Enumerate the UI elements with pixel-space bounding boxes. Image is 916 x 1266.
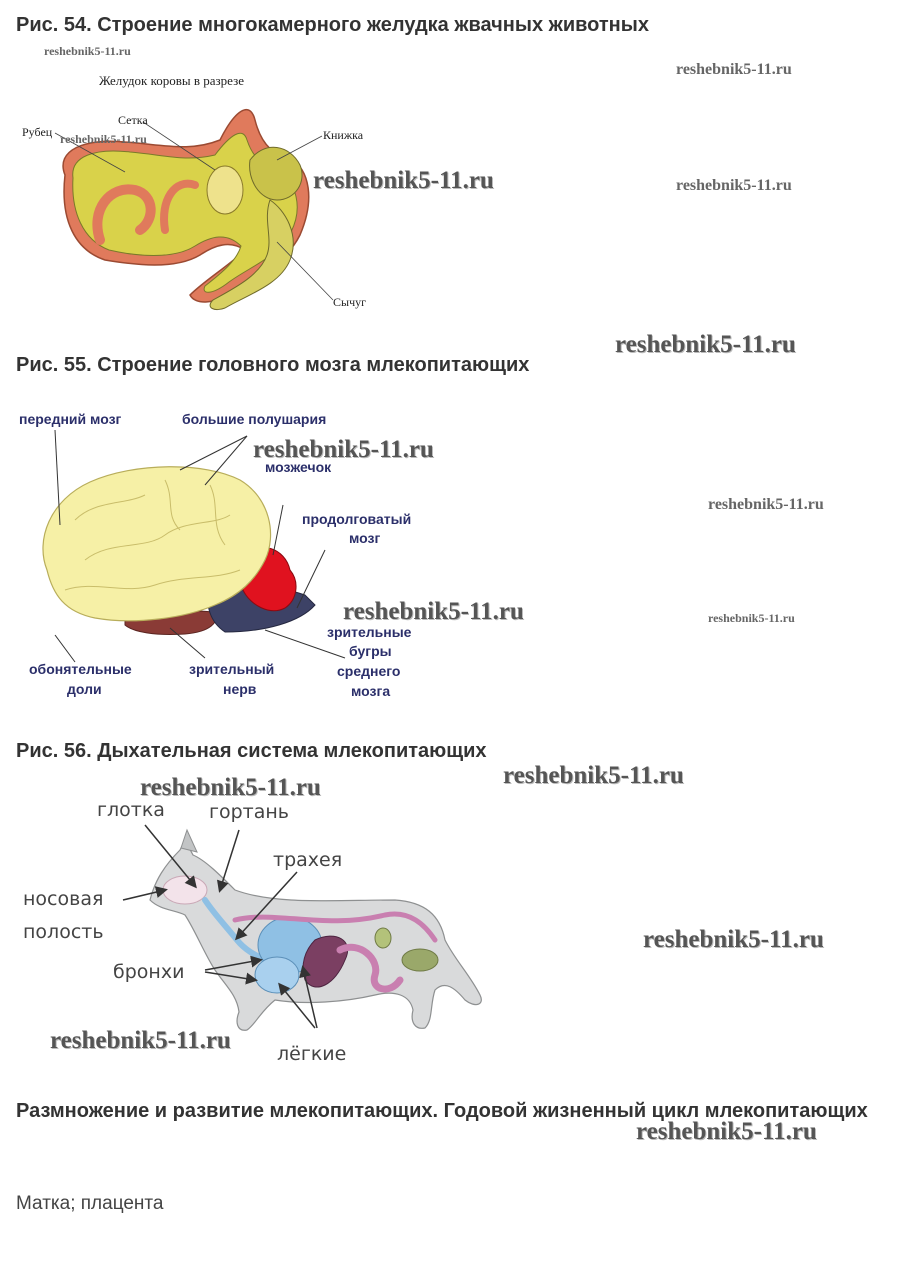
stomach-subtitle: Желудок коровы в разрезе <box>99 73 245 88</box>
label-olfactory-1: обонятельные <box>29 661 132 677</box>
watermark: reshebnik5-11.ru <box>676 61 792 78</box>
label-tubercles-4: мозга <box>351 683 391 699</box>
watermark: reshebnik5-11.ru <box>643 926 824 953</box>
watermark: reshebnik5-11.ru <box>708 496 824 513</box>
watermark: reshebnik5-11.ru <box>503 762 684 789</box>
label-hemispheres: большие полушария <box>182 411 327 427</box>
label-pharynx: глотка <box>97 799 165 821</box>
watermark: reshebnik5-11.ru <box>313 167 494 194</box>
label-medulla-2: мозг <box>349 530 381 546</box>
label-bronchi: бронхи <box>113 961 185 983</box>
label-tubercles-2: бугры <box>349 643 392 659</box>
watermark: reshebnik5-11.ru <box>343 598 524 625</box>
label-forebrain: передний мозг <box>19 411 122 427</box>
answer-text: Матка; плацента <box>16 1193 164 1214</box>
label-lungs: лёгкие <box>277 1043 347 1065</box>
label-larynx: гортань <box>209 801 289 823</box>
label-omasum: Книжка <box>323 128 364 142</box>
watermark: reshebnik5-11.ru <box>50 1027 231 1054</box>
watermark: reshebnik5-11.ru <box>60 132 147 146</box>
label-optic-nerve-1: зрительный <box>189 661 275 677</box>
fig54-heading: Рис. 54. Строение многокамерного желудка жвачных животных <box>16 14 649 36</box>
watermark: reshebnik5-11.ru <box>636 1118 817 1145</box>
watermark: reshebnik5-11.ru <box>708 611 795 625</box>
fig56-heading: Рис. 56. Дыхательная система млекопитающих <box>16 740 487 762</box>
label-nasal-2: полость <box>23 921 104 943</box>
fig55-heading: Рис. 55. Строение головного мозга млекопитающих <box>16 354 530 376</box>
label-rumen: Рубец <box>22 125 53 139</box>
label-optic-nerve-2: нерв <box>223 681 257 697</box>
watermark: reshebnik5-11.ru <box>253 436 434 463</box>
reticulum-shape <box>207 166 243 214</box>
label-medulla-1: продолговатый <box>302 511 412 527</box>
watermark: reshebnik5-11.ru <box>676 177 792 194</box>
section-title: Размножение и развитие млекопитающих. Годовой жизненный цикл млекопитающих <box>16 1100 868 1122</box>
label-trachea: трахея <box>273 849 343 871</box>
watermark: reshebnik5-11.ru <box>140 774 321 801</box>
watermark: reshebnik5-11.ru <box>615 331 796 358</box>
label-abomasum: Сычуг <box>333 295 367 309</box>
watermark: reshebnik5-11.ru <box>44 44 131 58</box>
label-tubercles-3: среднего <box>337 663 401 679</box>
nasal-cavity-shape <box>163 876 207 904</box>
label-olfactory-2: доли <box>67 681 102 697</box>
label-nasal-1: носовая <box>23 888 104 910</box>
label-reticulum: Сетка <box>118 113 148 127</box>
label-cerebellum: мозжечок <box>265 459 332 475</box>
label-tubercles-1: зрительные <box>327 624 412 640</box>
lung-shape <box>255 957 299 993</box>
